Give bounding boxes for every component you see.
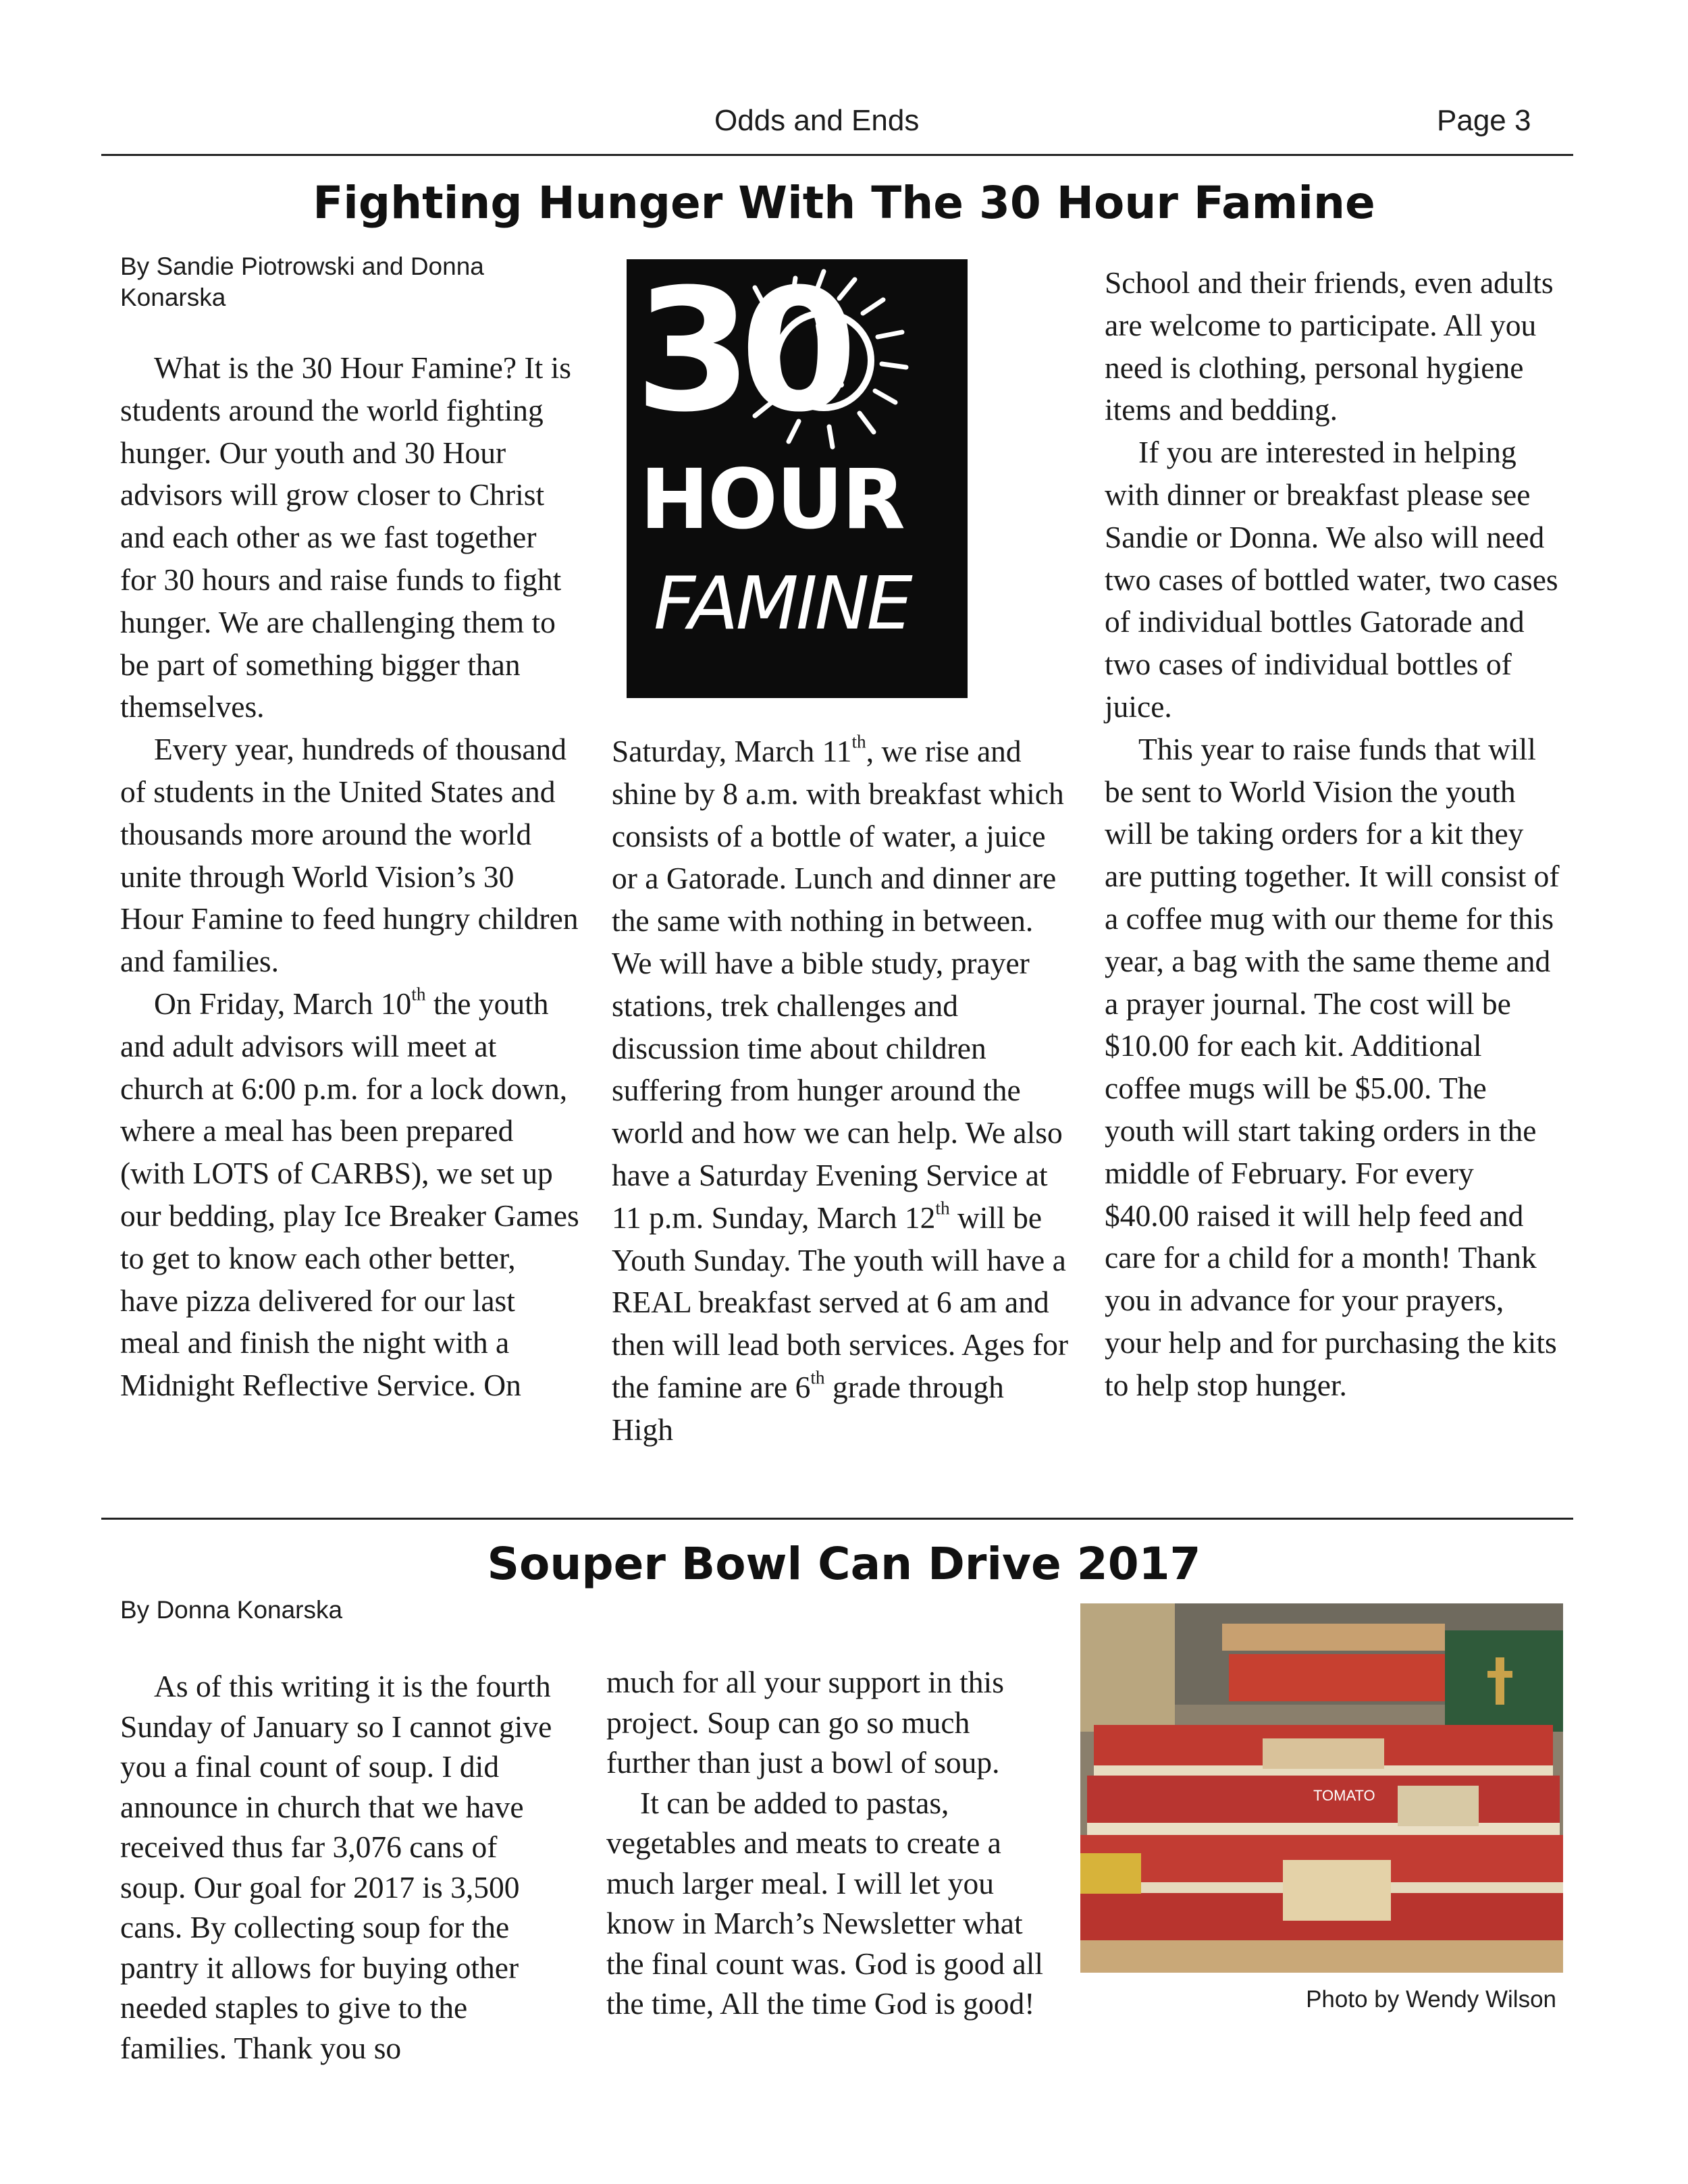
paragraph: As of this writing it is the fourth Sunday of January so I cannot give you a final count of soup. I did announce in church that we have received thus far 3,076 cans of soup. Our goal for 2017 is 3,500 cans. By collecting soup for the pantry it allows for buying other needed staples to give to the families. Thank you so xyxy=(120,1669,552,2065)
paragraph: What is the 30 Hour Famine? It is students around the world fighting hunger. Our youth and 30 Hour advisors will grow closer to Christ and each other as we fast together for 30 hours and raise funds to fight hunger. We are challenging them to be part of something bigger than themselves. xyxy=(120,350,571,724)
paragraph: School and their friends, even adults are welcome to participate. All you need is clothing, personal hygiene items and bedding. xyxy=(1105,265,1554,427)
article-column-1 xyxy=(120,1666,569,2068)
article-column-2 xyxy=(612,730,1071,1451)
paragraph: On Friday, March 10th the youth and adult advisors will meet at church at 6:00 p.m. for a lock down, where a meal has been prepared (with LOTS of CARBS), we set up our bedding, play Ice Breaker Games to get to know each other better, have pizza delivered for our last meal and finish the night with a Midnight Reflective Service. On xyxy=(120,984,579,1403)
article-byline: By Donna Konarska xyxy=(120,1596,343,1624)
photo-caption: Photo by Wendy Wilson xyxy=(1306,1986,1556,2013)
paragraph: This year to raise funds that will be sent to World Vision the youth will be taking orders for a kit they are putting together. It will consist of a coffee mug with our theme for this year, a bag with the same theme and a prayer journal. The cost will be $10.00 for each kit. Additional coffee mugs will be $5.00. The youth will start taking orders in the middle of February. For every $40.00 raised it will help feed and care for a child for a month! Thank you in advance for your prayers, your help and for purchasing the kits to help stop hunger. xyxy=(1105,731,1560,1402)
soup-cans-photo xyxy=(1080,1603,1563,1973)
logo-line-2: FAMINE xyxy=(654,562,910,646)
article-title: Souper Bowl Can Drive 2017 xyxy=(487,1538,1201,1590)
paragraph: much for all your support in this project. Soup can go so much further than just a bowl of soup. xyxy=(606,1665,1004,1780)
paragraph: Every year, hundreds of thousand of students in the United States and thousands more around the world unite through World Vision’s 30 Hour Famine to feed hungry children and families. xyxy=(120,732,579,979)
logo-number: 30 xyxy=(635,252,845,449)
section-name: Odds and Ends xyxy=(714,104,920,137)
article-column-3 xyxy=(1105,262,1564,1407)
article-column-1 xyxy=(120,347,579,1407)
article-column-2 xyxy=(606,1662,1059,2024)
paragraph: It can be added to pastas, vegetables and meats to create a much larger meal. I will let you know in March’s Newsletter what the final count was. God is good all the time, All the time God is good! xyxy=(606,1785,1043,2021)
photo-sign: TOMATO xyxy=(1313,1787,1375,1804)
article-title: Fighting Hunger With The 30 Hour Famine xyxy=(313,177,1375,229)
logo-line-1: HOUR xyxy=(640,452,904,548)
paragraph: If you are interested in helping with dinner or breakfast please see Sandie or Donna. We also will need two cases of bottled water, two cases of individual bottles Gatorade and two cases of individual bottles of juice. xyxy=(1105,435,1558,724)
header-rule xyxy=(101,154,1573,156)
famine-logo xyxy=(627,252,968,698)
paragraph: Saturday, March 11th, we rise and shine by 8 a.m. with breakfast which consists of a bottle of water, a juice or a Gatorade. Lunch and dinner are the same with nothing in between. We will have a bible study, prayer stations, trek challenges and discussion time about children suffering from hunger around the world and how we can help. We also have a Saturday Evening Service at 11 p.m. Sunday, March 12th will be Youth Sunday. The youth will have a REAL breakfast served at 6 am and then will lead both services. Ages for the famine are 6th grade through High xyxy=(612,731,1069,1447)
section-rule xyxy=(101,1518,1573,1520)
article-byline: By Sandie Piotrowski and Donna Konarska xyxy=(120,252,484,311)
page-number: Page 3 xyxy=(1437,104,1531,137)
